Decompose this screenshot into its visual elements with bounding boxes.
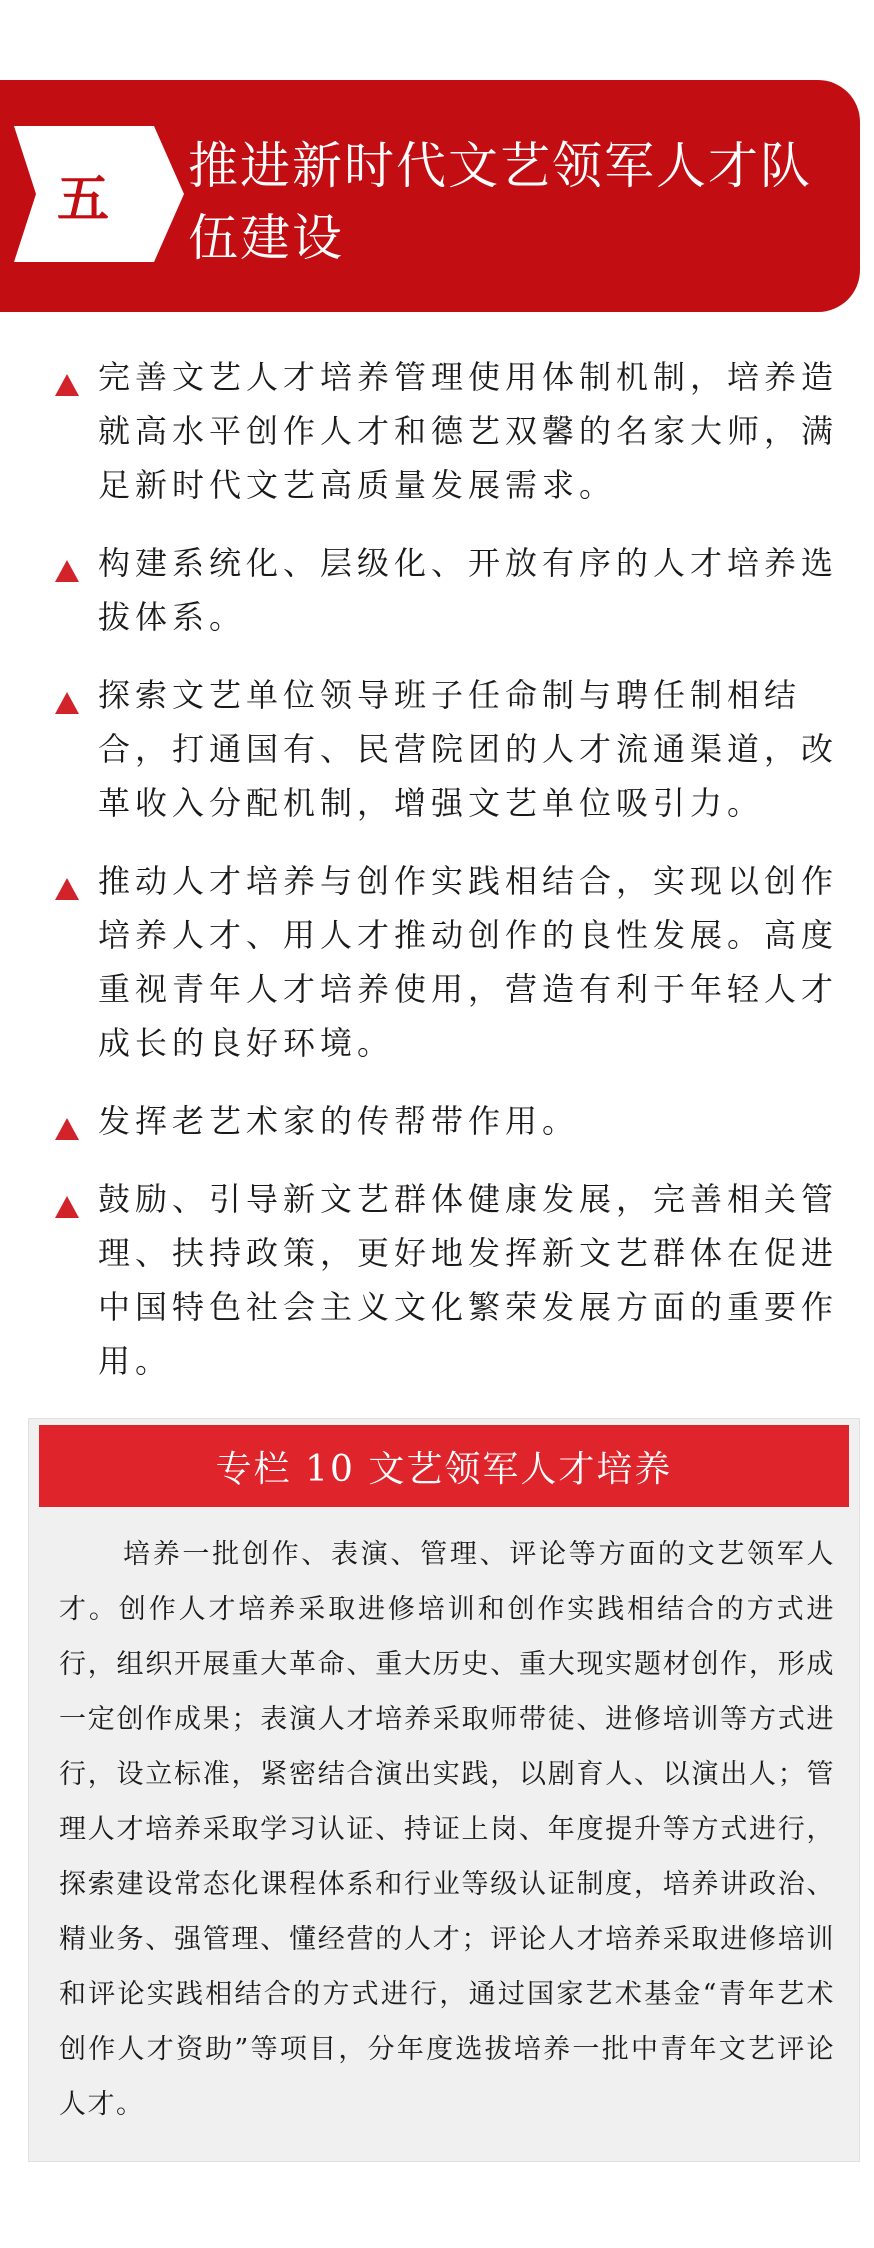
list-item <box>0 1094 874 1148</box>
section-number: 五 <box>56 168 109 230</box>
list-item <box>0 350 874 512</box>
triangle-bullet-icon <box>55 878 79 900</box>
list-item <box>0 1172 874 1388</box>
list-item <box>0 536 874 644</box>
list-item <box>0 668 874 830</box>
column-panel <box>28 1418 860 2162</box>
section-number-badge <box>14 126 184 262</box>
panel-title: 专栏 10 文艺领军人才培养 <box>39 1425 849 1507</box>
triangle-bullet-icon <box>55 1196 79 1218</box>
list-item <box>0 854 874 1070</box>
list-item-text: 完善文艺人才培养管理使用体制机制，培养造就高水平创作人才和德艺双馨的名家大师，满足新时代文艺高质量发展需求。 <box>98 358 839 504</box>
list-item-text: 探索文艺单位领导班子任命制与聘任制相结合，打通国有、民营院团的人才流通渠道，改革收入分配机制，增强文艺单位吸引力。 <box>98 676 839 822</box>
section-title: 推进新时代文艺领军人才队伍建设 <box>188 137 812 267</box>
list-item-text: 发挥老艺术家的传帮带作用。 <box>98 1102 580 1140</box>
bullet-list <box>0 350 874 1412</box>
list-item-text: 推动人才培养与创作实践相结合，实现以创作培养人才、用人才推动创作的良性发展。高度重视青年人才培养使用，营造有利于年轻人才成长的良好环境。 <box>98 862 839 1062</box>
triangle-bullet-icon <box>55 374 79 396</box>
list-item-text: 鼓励、引导新文艺群体健康发展，完善相关管理、扶持政策，更好地发挥新文艺群体在促进中国特色社会主义文化繁荣发展方面的重要作用。 <box>98 1180 839 1380</box>
list-item-text: 构建系统化、层级化、开放有序的人才培养选拔体系。 <box>98 544 839 636</box>
triangle-bullet-icon <box>55 692 79 714</box>
triangle-bullet-icon <box>55 560 79 582</box>
triangle-bullet-icon <box>55 1118 79 1140</box>
panel-body-text: 培养一批创作、表演、管理、评论等方面的文艺领军人才。创作人才培养采取进修培训和创作实践相结合的方式进行，组织开展重大革命、重大历史、重大现实题材创作，形成一定创作成果；表演人才培养采取师带徒、进修培训等方式进行，设立标准，紧密结合演出实践，以剧育人、以演出人；管理人才培养采取学习认证、持证上岗、年度提升等方式进行，探索建设常态化课程体系和行业等级认证制度，培养讲政治、精业务、强管理、懂经营的人才；评论人才培养采取进修培训和评论实践相结合的方式进行，通过国家艺术基金“青年艺术创作人才资助”等项目，分年度选拔培养一批中青年文艺评论人才。 <box>59 1539 835 2120</box>
